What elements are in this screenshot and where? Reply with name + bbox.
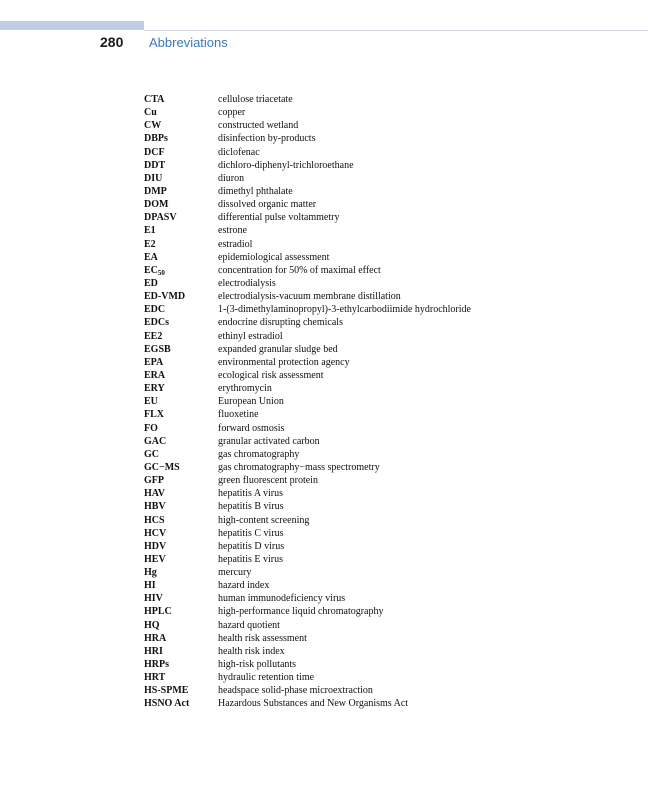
abbreviation-term-text: E2 bbox=[144, 238, 156, 250]
abbreviation-term bbox=[144, 343, 218, 356]
abbreviation-term bbox=[144, 697, 218, 710]
abbreviation-term bbox=[144, 93, 218, 106]
abbreviation-term bbox=[144, 408, 218, 421]
abbreviation-definition: high-performance liquid chromatography bbox=[218, 606, 384, 618]
abbreviation-row bbox=[144, 671, 471, 684]
abbreviation-row bbox=[144, 93, 471, 106]
header-divider bbox=[144, 30, 648, 31]
abbreviation-definition: headspace solid-phase microextraction bbox=[218, 685, 373, 697]
abbreviation-definition: hepatitis E virus bbox=[218, 553, 283, 565]
abbreviation-term-text: HCV bbox=[144, 527, 167, 539]
abbreviation-term bbox=[144, 474, 218, 487]
abbreviation-row bbox=[144, 251, 471, 264]
abbreviation-definition: electrodialysis-vacuum membrane distillation bbox=[218, 291, 401, 303]
abbreviation-term-text: E1 bbox=[144, 225, 156, 237]
abbreviation-term-text: DMP bbox=[144, 185, 167, 197]
abbreviation-definition: differential pulse voltammetry bbox=[218, 212, 340, 224]
abbreviation-definition: high-content screening bbox=[218, 514, 310, 526]
abbreviation-row bbox=[144, 185, 471, 198]
abbreviation-term bbox=[144, 224, 218, 237]
abbreviation-definition: copper bbox=[218, 107, 246, 119]
abbreviation-term bbox=[144, 303, 218, 316]
abbreviation-term-text: CTA bbox=[144, 94, 165, 105]
abbreviation-term bbox=[144, 592, 218, 605]
abbreviation-term bbox=[144, 369, 218, 382]
abbreviation-term bbox=[144, 540, 218, 553]
abbreviation-row bbox=[144, 605, 471, 618]
abbreviation-row bbox=[144, 448, 471, 461]
abbreviation-row bbox=[144, 658, 471, 671]
abbreviation-row bbox=[144, 461, 471, 474]
abbreviation-definition: estradiol bbox=[218, 238, 253, 250]
abbreviation-term-text: DOM bbox=[144, 199, 169, 211]
abbreviation-term bbox=[144, 119, 218, 132]
abbreviation-row bbox=[144, 159, 471, 172]
abbreviation-term bbox=[144, 238, 218, 251]
abbreviation-row bbox=[144, 330, 471, 343]
abbreviation-definition: green fluorescent protein bbox=[218, 475, 318, 487]
abbreviation-definition: estrone bbox=[218, 225, 247, 237]
abbreviation-term bbox=[144, 277, 218, 290]
abbreviation-term-text: HCS bbox=[144, 514, 165, 526]
abbreviation-definition: hepatitis B virus bbox=[218, 501, 284, 513]
abbreviation-row bbox=[144, 527, 471, 540]
abbreviation-definition: ethinyl estradiol bbox=[218, 330, 283, 342]
abbreviation-term bbox=[144, 185, 218, 198]
abbreviation-term bbox=[144, 619, 218, 632]
abbreviation-row bbox=[144, 198, 471, 211]
abbreviation-row bbox=[144, 146, 471, 159]
header-accent-bar bbox=[0, 21, 144, 30]
abbreviation-term-text: Hg bbox=[144, 567, 157, 579]
abbreviation-definition: hazard index bbox=[218, 580, 270, 592]
abbreviation-term-text: GC−MS bbox=[144, 461, 180, 473]
abbreviation-term-text: EDC bbox=[144, 304, 166, 316]
abbreviation-list bbox=[144, 93, 471, 711]
abbreviation-term-text: EU bbox=[144, 396, 158, 408]
abbreviation-term bbox=[144, 487, 218, 500]
abbreviation-definition: endocrine disrupting chemicals bbox=[218, 317, 343, 329]
abbreviation-term bbox=[144, 658, 218, 671]
abbreviation-term-text: DIU bbox=[144, 172, 163, 184]
abbreviation-definition: cellulose triacetate bbox=[218, 94, 293, 105]
abbreviation-term bbox=[144, 251, 218, 264]
abbreviation-term-subscript: 50 bbox=[157, 268, 165, 277]
abbreviation-term-text: GC bbox=[144, 448, 159, 460]
abbreviation-term-text: GFP bbox=[144, 475, 164, 487]
abbreviation-term bbox=[144, 461, 218, 474]
section-title: Abbreviations bbox=[149, 35, 228, 50]
abbreviation-term-text: ED bbox=[144, 277, 158, 289]
abbreviation-row bbox=[144, 316, 471, 329]
abbreviation-row bbox=[144, 211, 471, 224]
abbreviation-row bbox=[144, 422, 471, 435]
abbreviation-term-text: EGSB bbox=[144, 343, 171, 355]
abbreviation-definition: high-risk pollutants bbox=[218, 659, 297, 671]
abbreviation-row bbox=[144, 290, 471, 303]
abbreviation-row bbox=[144, 566, 471, 579]
abbreviation-term bbox=[144, 198, 218, 211]
abbreviation-definition: health risk assessment bbox=[218, 632, 307, 644]
abbreviation-definition: health risk index bbox=[218, 645, 285, 657]
abbreviation-row bbox=[144, 408, 471, 421]
abbreviation-term bbox=[144, 264, 218, 277]
abbreviation-term bbox=[144, 422, 218, 435]
abbreviation-row bbox=[144, 579, 471, 592]
abbreviation-term bbox=[144, 211, 218, 224]
abbreviation-row bbox=[144, 356, 471, 369]
abbreviation-term bbox=[144, 632, 218, 645]
abbreviation-term-text: HRPs bbox=[144, 659, 169, 671]
abbreviation-term bbox=[144, 645, 218, 658]
abbreviation-term bbox=[144, 500, 218, 513]
abbreviation-term-text: HSNO Act bbox=[144, 698, 190, 710]
abbreviation-row bbox=[144, 619, 471, 632]
abbreviation-row bbox=[144, 172, 471, 185]
abbreviation-definition: erythromycin bbox=[218, 383, 272, 395]
abbreviation-term-text: DDT bbox=[144, 159, 166, 171]
abbreviation-term bbox=[144, 146, 218, 159]
abbreviation-row bbox=[144, 303, 471, 316]
abbreviation-term-text: Cu bbox=[144, 107, 157, 119]
abbreviation-term bbox=[144, 106, 218, 119]
abbreviation-row bbox=[144, 514, 471, 527]
abbreviation-row bbox=[144, 382, 471, 395]
abbreviation-term bbox=[144, 553, 218, 566]
abbreviation-row bbox=[144, 474, 471, 487]
abbreviation-row bbox=[144, 343, 471, 356]
abbreviation-term-text: HS-SPME bbox=[144, 685, 189, 697]
abbreviation-definition: concentration for 50% of maximal effect bbox=[218, 264, 381, 276]
abbreviation-row bbox=[144, 106, 471, 119]
abbreviation-term-text: EE2 bbox=[144, 330, 163, 342]
abbreviation-row bbox=[144, 684, 471, 697]
abbreviation-row bbox=[144, 435, 471, 448]
abbreviation-term-text: HPLC bbox=[144, 606, 172, 618]
abbreviation-definition: hepatitis A virus bbox=[218, 488, 283, 500]
abbreviation-term-text: FLX bbox=[144, 409, 164, 421]
abbreviation-term bbox=[144, 566, 218, 579]
abbreviation-term-text: HRT bbox=[144, 672, 166, 684]
abbreviation-row bbox=[144, 553, 471, 566]
abbreviation-term-text: DBPs bbox=[144, 133, 168, 145]
abbreviation-term bbox=[144, 330, 218, 343]
abbreviation-term bbox=[144, 671, 218, 684]
abbreviation-definition: fluoxetine bbox=[218, 409, 259, 421]
abbreviation-row bbox=[144, 487, 471, 500]
abbreviation-term bbox=[144, 172, 218, 185]
abbreviation-term bbox=[144, 684, 218, 697]
abbreviation-term-text: HBV bbox=[144, 501, 166, 513]
abbreviation-definition: gas chromatography bbox=[218, 448, 300, 460]
abbreviation-definition: hydraulic retention time bbox=[218, 672, 315, 684]
abbreviation-term-text: ERA bbox=[144, 369, 166, 381]
abbreviation-row bbox=[144, 592, 471, 605]
abbreviation-term-text: ERY bbox=[144, 383, 165, 395]
page-number: 280 bbox=[100, 34, 124, 50]
abbreviation-term bbox=[144, 527, 218, 540]
abbreviation-definition: human immunodeficiency virus bbox=[218, 593, 346, 605]
abbreviation-definition: mercury bbox=[218, 567, 252, 579]
abbreviation-term-text: ED-VMD bbox=[144, 291, 186, 303]
abbreviation-term-text: HEV bbox=[144, 553, 166, 565]
abbreviation-term-text: GAC bbox=[144, 435, 167, 447]
abbreviation-definition: dissolved organic matter bbox=[218, 199, 317, 211]
abbreviation-row bbox=[144, 369, 471, 382]
abbreviation-term bbox=[144, 514, 218, 527]
abbreviation-definition: hepatitis C virus bbox=[218, 527, 284, 539]
abbreviation-term-text: EDCs bbox=[144, 317, 170, 329]
abbreviation-definition: 1-(3-dimethylaminopropyl)-3-ethylcarbodiimide hydrochloride bbox=[218, 304, 471, 316]
abbreviation-row bbox=[144, 238, 471, 251]
abbreviation-definition: hepatitis D virus bbox=[218, 540, 285, 552]
abbreviation-row bbox=[144, 697, 471, 710]
abbreviation-term-text: DPASV bbox=[144, 212, 177, 224]
abbreviation-row bbox=[144, 224, 471, 237]
abbreviation-row bbox=[144, 277, 471, 290]
abbreviation-term bbox=[144, 579, 218, 592]
abbreviation-row bbox=[144, 264, 471, 277]
abbreviation-definition: forward osmosis bbox=[218, 422, 285, 434]
abbreviation-definition: hazard quotient bbox=[218, 619, 280, 631]
abbreviation-term-text: HQ bbox=[144, 619, 160, 631]
abbreviation-definition: granular activated carbon bbox=[218, 435, 320, 447]
abbreviation-term-text: EC bbox=[144, 264, 158, 276]
abbreviation-term bbox=[144, 605, 218, 618]
abbreviation-definition: epidemiological assessment bbox=[218, 251, 330, 263]
abbreviation-definition: diuron bbox=[218, 172, 245, 184]
abbreviation-row bbox=[144, 395, 471, 408]
abbreviation-term-text: EPA bbox=[144, 356, 164, 368]
abbreviation-definition: dimethyl phthalate bbox=[218, 185, 293, 197]
abbreviation-term bbox=[144, 435, 218, 448]
abbreviation-term-text: HIV bbox=[144, 593, 163, 605]
abbreviation-term-text: HI bbox=[144, 580, 156, 592]
abbreviation-term-text: HDV bbox=[144, 540, 167, 552]
abbreviation-term-text: HRI bbox=[144, 645, 163, 657]
abbreviation-term bbox=[144, 382, 218, 395]
abbreviation-definition: disinfection by-products bbox=[218, 133, 316, 145]
abbreviation-term-text: CW bbox=[144, 120, 162, 132]
abbreviation-row bbox=[144, 645, 471, 658]
abbreviation-definition: ecological risk assessment bbox=[218, 369, 324, 381]
abbreviation-row bbox=[144, 632, 471, 645]
abbreviation-definition: diclofenac bbox=[218, 146, 260, 158]
abbreviation-term bbox=[144, 290, 218, 303]
abbreviation-definition: gas chromatography−mass spectrometry bbox=[218, 461, 380, 473]
abbreviation-term bbox=[144, 132, 218, 145]
abbreviation-row bbox=[144, 540, 471, 553]
abbreviation-definition: Hazardous Substances and New Organisms Act bbox=[218, 698, 409, 710]
abbreviation-definition: constructed wetland bbox=[218, 120, 299, 132]
abbreviation-definition: environmental protection agency bbox=[218, 356, 350, 368]
abbreviation-term-text: FO bbox=[144, 422, 158, 434]
abbreviation-definition: electrodialysis bbox=[218, 277, 276, 289]
abbreviation-row bbox=[144, 119, 471, 132]
abbreviation-term-text: HAV bbox=[144, 488, 165, 500]
abbreviation-term-text: EA bbox=[144, 251, 158, 263]
abbreviation-term bbox=[144, 159, 218, 172]
abbreviation-definition: European Union bbox=[218, 396, 284, 408]
abbreviation-term bbox=[144, 448, 218, 461]
abbreviation-row bbox=[144, 500, 471, 513]
abbreviation-row bbox=[144, 132, 471, 145]
abbreviation-definition: dichloro-diphenyl-trichloroethane bbox=[218, 159, 354, 171]
abbreviation-definition: expanded granular sludge bed bbox=[218, 343, 338, 355]
abbreviation-term bbox=[144, 395, 218, 408]
abbreviation-term bbox=[144, 356, 218, 369]
abbreviation-term-text: HRA bbox=[144, 632, 167, 644]
abbreviation-term-text: DCF bbox=[144, 146, 165, 158]
abbreviation-term bbox=[144, 316, 218, 329]
